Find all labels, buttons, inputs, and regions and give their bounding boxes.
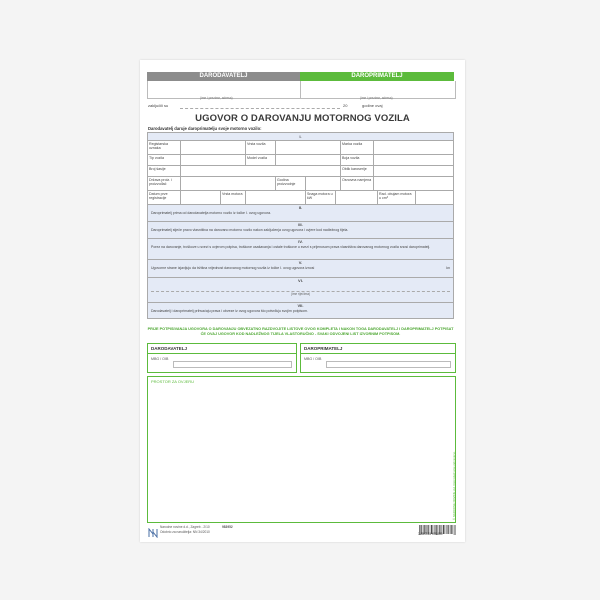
section-3 (148, 222, 453, 239)
section-5 (148, 260, 453, 278)
donor-signature-box (147, 343, 297, 373)
tip-label: Tip vozila (148, 155, 181, 165)
sasija-label: Broj šasije (148, 166, 181, 176)
year-prefix: 20 (343, 103, 348, 108)
currency-unit: kn (446, 266, 450, 270)
clause-3-text: Daroprimatelj stječe pravo vlasništva na darovano motorno vozilo nakon zaključenja ovog ugovora i ovjere kod nadležnog tijela. (151, 228, 349, 232)
tip-field[interactable] (181, 155, 246, 165)
approval-text: Odobrio za naručitelja: NN 34/2010 (160, 530, 210, 534)
sasija-field[interactable] (181, 166, 341, 176)
marka-field[interactable] (374, 141, 455, 154)
vehicle-table (147, 132, 454, 319)
oblik-label: Oblik karoserije (341, 166, 374, 176)
datum-field[interactable] (181, 191, 221, 204)
osnovna-label: Osnovna namjena (341, 177, 374, 190)
section-1: I. (148, 133, 453, 141)
oblik-field[interactable] (374, 166, 455, 176)
recipient-hint: (ime i prezime, adresa) (360, 96, 393, 100)
clause-4-text: Porez na darovanje, troškove u svezi s ovjerom potpisa, troškove usašavanja i ostale troškove u svezi s prijenosom prava vlasništva darovanog motornog vozila snosi daroprimatelj. (151, 245, 431, 249)
drzava-field[interactable] (181, 177, 276, 190)
drzava-label: Država proiz. i proizvođač (148, 177, 181, 190)
osnovna-field[interactable] (374, 177, 455, 190)
barcode (418, 522, 458, 532)
section-2 (148, 205, 453, 222)
reg-field[interactable] (181, 141, 246, 154)
table-row (148, 155, 453, 166)
document-title: UGOVOR O DAROVANJU MOTORNOG VOZILA (195, 113, 410, 124)
publisher-logo (148, 525, 158, 543)
model-label: Model vozila (246, 155, 276, 165)
side-copyright (452, 451, 458, 520)
snaga-field[interactable] (336, 191, 378, 204)
vrsta-field[interactable] (276, 141, 341, 154)
boja-label: Boja vozila (341, 155, 374, 165)
section-5-number: V. (298, 260, 303, 265)
table-row (148, 166, 453, 177)
table-row (148, 191, 453, 205)
vrsta-label: Vrsta vozila (246, 141, 276, 154)
concluded-label: zaključili su (148, 103, 169, 108)
reg-label: Registarska oznaka (148, 141, 181, 154)
section-4 (148, 239, 453, 260)
godina-field[interactable] (306, 177, 341, 190)
table-row (148, 177, 453, 191)
recipient-id-label: MBG / OIB (304, 357, 322, 361)
snaga-label: Snaga motora u kW (306, 191, 336, 204)
year-suffix: godine ovaj (362, 103, 383, 108)
recipient-signature-label: DAROPRIMATELJ (301, 344, 455, 354)
parties-box (147, 81, 456, 99)
donor-signature-label: DARODAVATELJ (148, 344, 296, 354)
section-2-number: II. (298, 205, 303, 210)
section-4-number: IV. (298, 239, 303, 244)
donor-id-field[interactable] (173, 361, 292, 368)
vrsta-motora-label: Vrsta motora (221, 191, 246, 204)
amount-words-hint: (ime riječima) (290, 292, 311, 296)
stamp-area[interactable] (147, 376, 456, 523)
stamp-area-label: PROSTOR ZA OVJERU (151, 379, 195, 384)
clause-5-text: Ugovorne strane izjavljuju da tržišna vrijednost darovanog motornog vozila iz točke I. ovog ugovora iznosi (151, 266, 315, 270)
radni-label: Rad. obujam motora u cm³ (378, 191, 416, 204)
recipient-id-field[interactable] (326, 361, 451, 368)
section-6 (148, 278, 453, 303)
notice-text: PRIJE POTPISIVANJA UGOVORA O DAROVANJU OBVEZATNO RAZDVOJITE LISTOVE OVOG KOMPLETA I NAKON TOGA DARODAVATELJ I DAROPRIMATELJ POTPISAT ĆE OVAJ UGOVOR KOD NADLEŽNOG TIJELA VLASTORUČNO - SVAKI ODVOJENI LIST IZVORNIM POTPISOM. (147, 327, 454, 336)
donor-id-label: MBG / OIB (151, 357, 169, 361)
document-subtitle: Darodavatelj daruje daroprimatelju svoje motorno vozilo: (148, 126, 262, 131)
radni-field[interactable] (416, 191, 455, 204)
section-6-number: VI. (298, 278, 303, 283)
donor-hint: (ime i prezime, adresa) (200, 96, 233, 100)
section-3-number: III. (298, 222, 303, 227)
form-code: 983952 (222, 525, 233, 529)
godina-label: Godina proizvodnje (276, 177, 306, 190)
nn-logo-icon (148, 528, 158, 538)
contract-form-sheet (140, 60, 465, 542)
vrsta-motora-field[interactable] (246, 191, 306, 204)
recipient-header: DAROPRIMATELJ (300, 72, 454, 81)
clause-2-text: Daroprimatelj prima od darodavatelja motorno vozilo iz točke I. ovog ugovora. (151, 211, 272, 215)
datum-label: Datum prve registracije (148, 191, 181, 204)
table-row (148, 141, 453, 155)
section-7-number: VII. (297, 303, 304, 308)
section-7 (148, 303, 453, 318)
marka-label: Marka vozila (341, 141, 374, 154)
donor-header: DARODAVATELJ (147, 72, 300, 81)
side-copyright-text: © NARODNE NOVINE d.d. Reproduciranje zabranjeno. (452, 451, 456, 520)
boja-field[interactable] (374, 155, 455, 165)
model-field[interactable] (276, 155, 341, 165)
barcode-number: 3 850115 035580 (418, 532, 443, 536)
clause-7-text: Darodavatelj i daroprimatelj prihvaćaju prava i obveze iz ovog ugovora što potvrđuju svojim potpisom. (151, 309, 308, 313)
recipient-signature-box (300, 343, 456, 373)
publisher-text: Narodne novine d.d., Zagreb - 2/10 (160, 525, 210, 529)
date-line[interactable] (180, 108, 340, 109)
parties-divider (300, 81, 301, 98)
